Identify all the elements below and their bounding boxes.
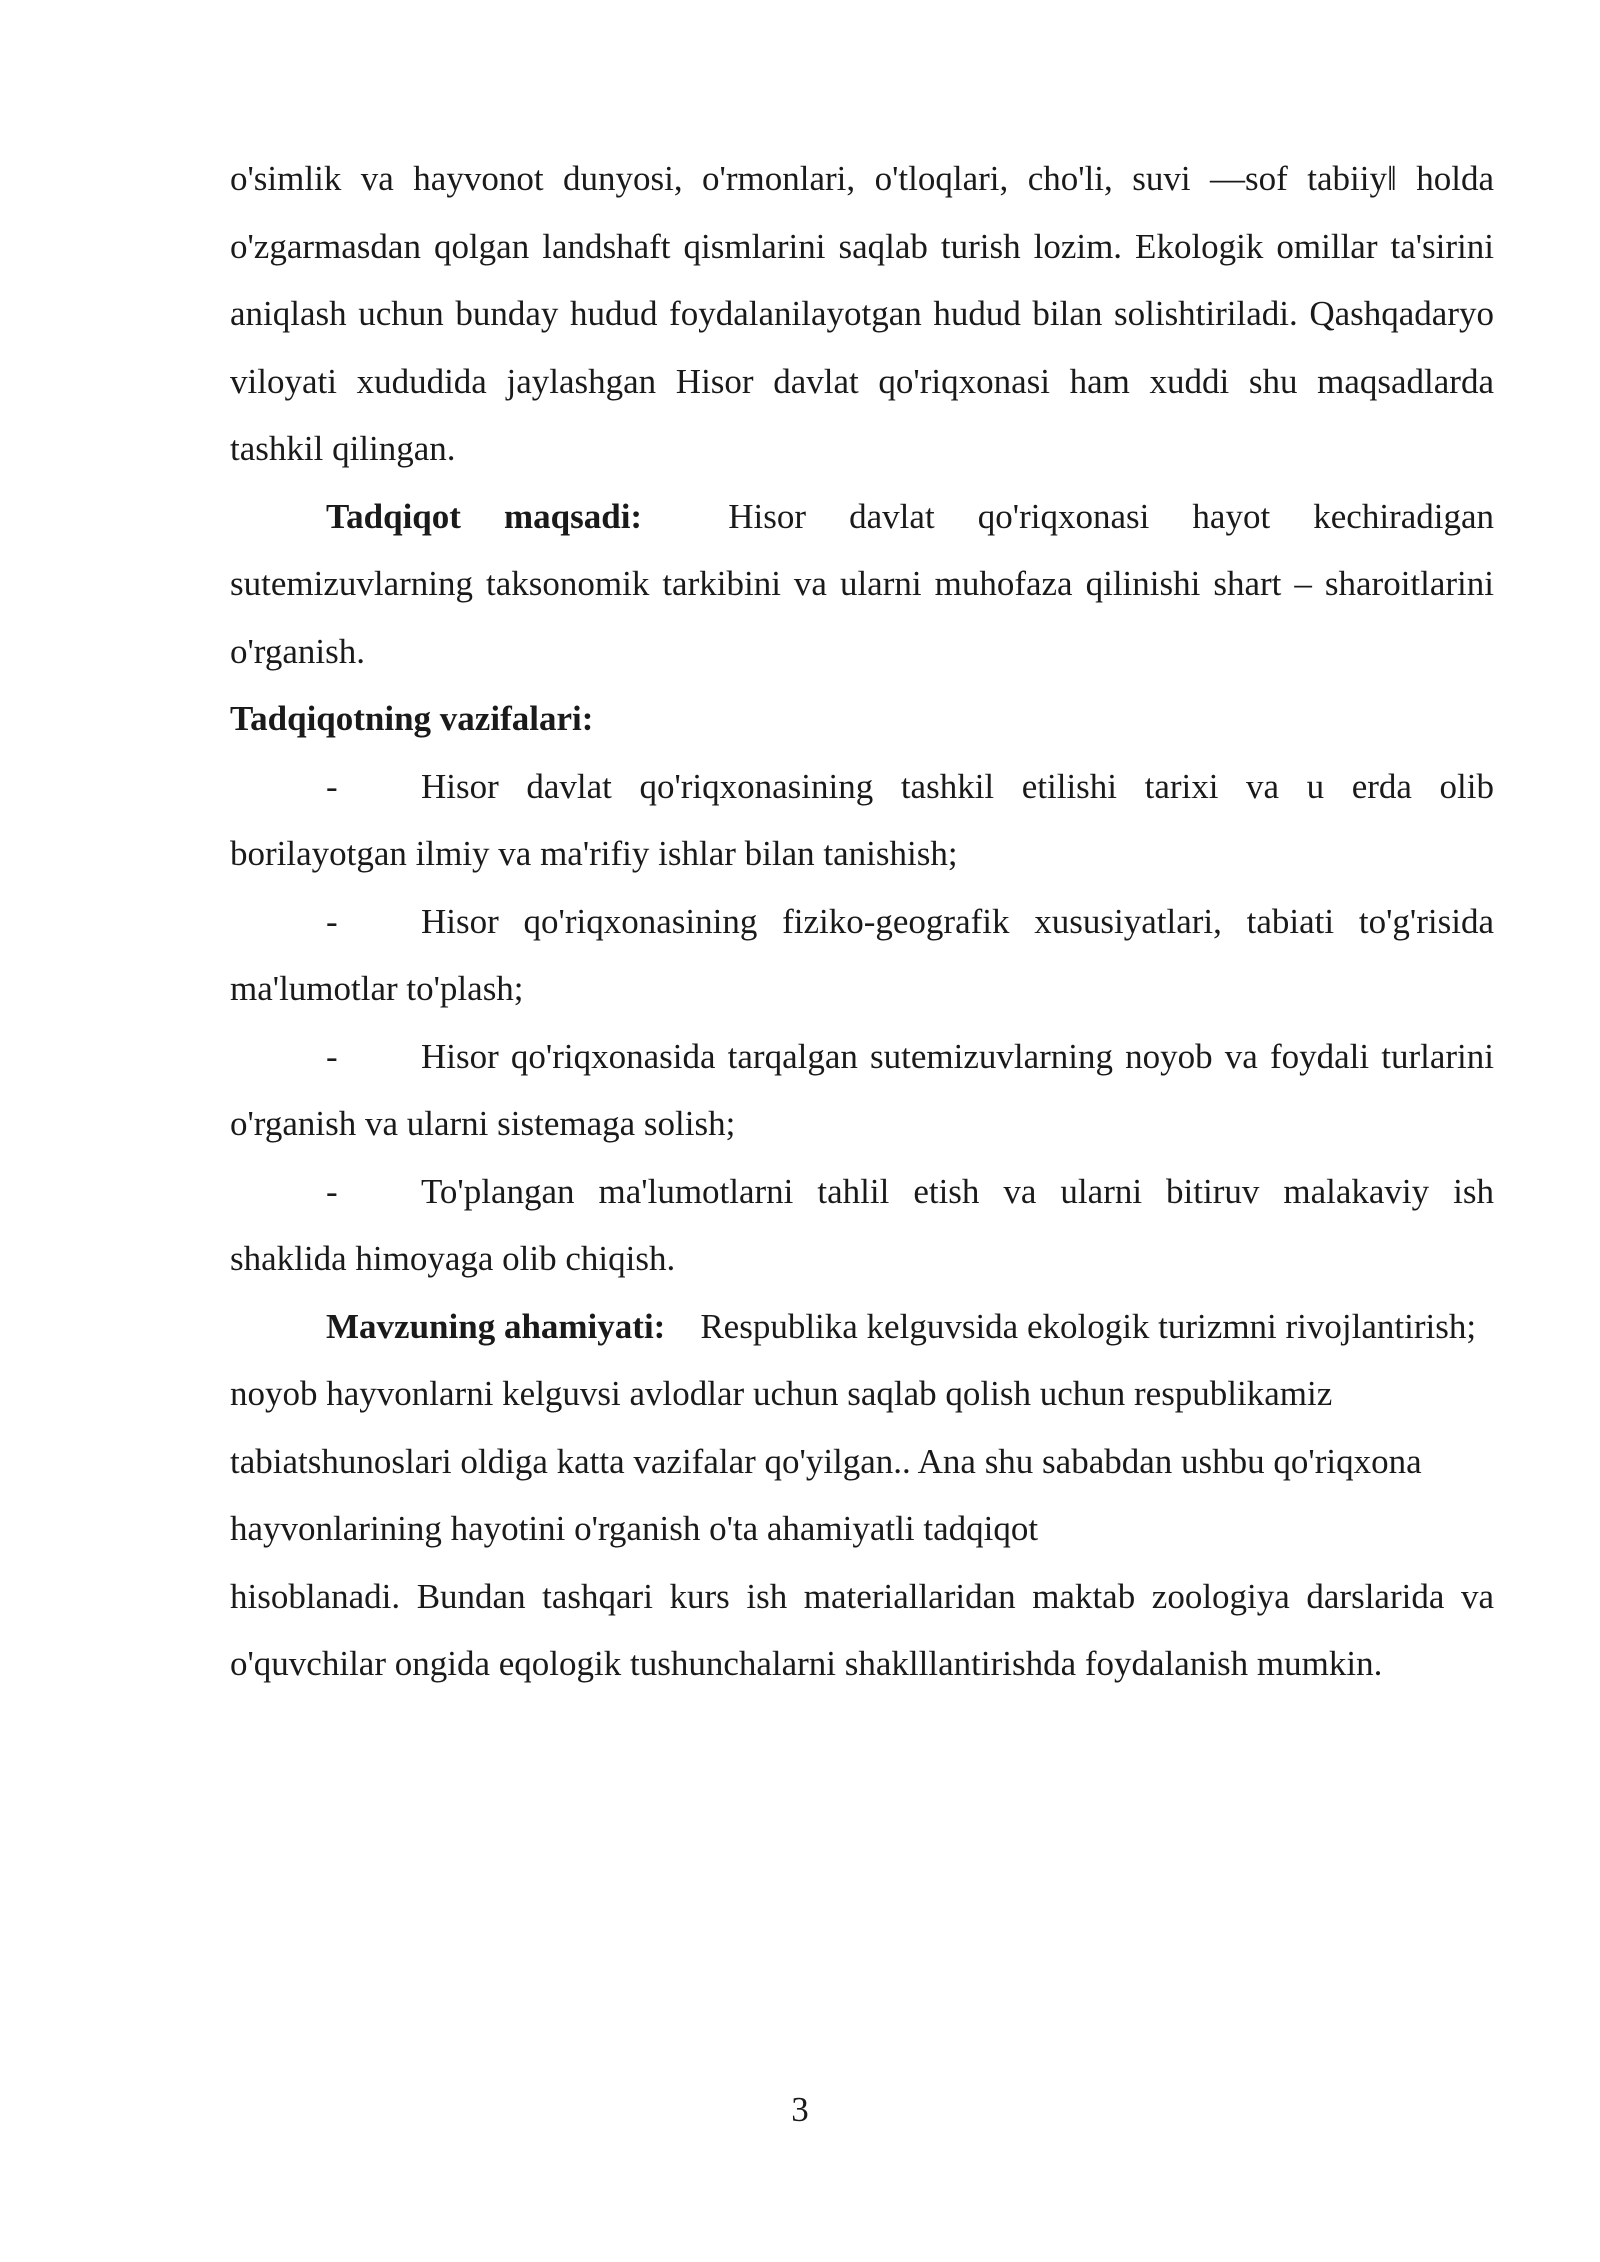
importance-text: Respublika kelguvsida ekologik turizmni rivojlantirish; noyob hayvonlarni kelguvsi avlodlar uchun saqlab qolish uchun respublikamiz tabiatshunoslari oldiga katta vazifalar qo'yilgan.. Ana shu sababdan ushbu qo'riqxona hayvonlarining hayotini o'rganish o'ta ahamiyatli tadqiqot bbox=[230, 1306, 1477, 1548]
importance-label: Mavzuning ahamiyati: bbox=[326, 1306, 666, 1346]
task-text: Hisor qo'riqxonasining fiziko-geografik xususiyatlari, tabiati to'g'risida ma'lumotlar to'plash; bbox=[230, 901, 1494, 1008]
page-body bbox=[230, 145, 1494, 1698]
task-text: To'plangan ma'lumotlarni tahlil etish va ularni bitiruv malakaviy ish shaklida himoyaga olib chiqish. bbox=[230, 1171, 1494, 1278]
task-item-4 bbox=[230, 1158, 1494, 1293]
goal-paragraph bbox=[230, 483, 1494, 686]
importance-continuation: hisoblanadi. Bundan tashqari kurs ish materiallaridan maktab zoologiya darslarida va o'quvchilar ongida eqologik tushunchalarni shaklllantirishda foydalanish mumkin. bbox=[230, 1576, 1494, 1683]
task-marker: - bbox=[326, 901, 338, 941]
goal-label: Tadqiqot maqsadi: bbox=[326, 496, 643, 536]
importance-paragraph bbox=[230, 1293, 1494, 1563]
task-marker: - bbox=[326, 1036, 338, 1076]
goal-text: Hisor davlat qo'riqxonasi hayot kechiradigan sutemizuvlarning taksonomik tarkibini va ularni muhofaza qilinishi shart – sharoitlarini o'rganish. bbox=[230, 496, 1495, 671]
task-text: Hisor qo'riqxonasida tarqalgan sutemizuvlarning noyob va foydali turlarini o'rganish va ularni sistemaga solish; bbox=[230, 1036, 1494, 1143]
page-number: 3 bbox=[791, 2090, 809, 2129]
task-marker: - bbox=[326, 766, 338, 806]
task-marker: - bbox=[326, 1171, 338, 1211]
task-item-2 bbox=[230, 888, 1494, 1023]
task-item-1 bbox=[230, 753, 1494, 888]
tasks-heading: Tadqiqotning vazifalari: bbox=[230, 699, 594, 738]
task-text: Hisor davlat qo'riqxonasining tashkil etilishi tarixi va u erda olib borilayotgan ilmiy va ma'rifiy ishlar bilan tanishish; bbox=[230, 766, 1494, 873]
intro-paragraph: o'simlik va hayvonot dunyosi, o'rmonlari, o'tloqlari, cho'li, suvi ―sof tabiiy‖ holda o'zgarmasdan qolgan landshaft qismlarini saqlab turish lozim. Ekologik omillar ta'sirini aniqlash uchun bunday hudud foydalanilayotgan hudud bilan solishtiriladi. Qashqadaryo viloyati xududida jaylashgan Hisor davlat qo'riqxonasi ham xuddi shu maqsadlarda tashkil qilingan. bbox=[230, 159, 1494, 468]
task-item-3 bbox=[230, 1023, 1494, 1158]
